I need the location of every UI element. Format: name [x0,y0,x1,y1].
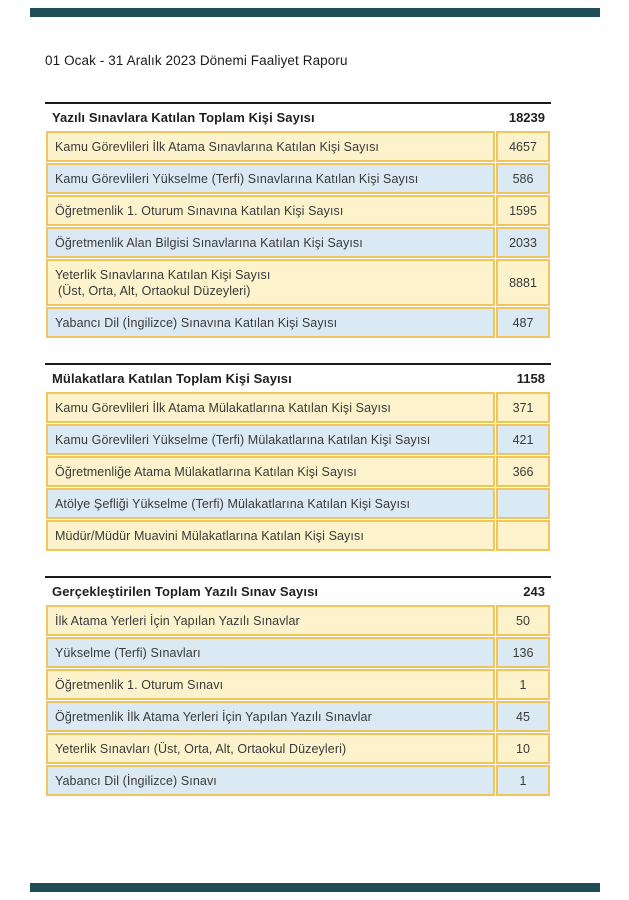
report-body [45,52,551,797]
row-value-cell: 10 [496,733,550,764]
row-value-cell: 1 [496,669,550,700]
table-row [46,131,550,162]
row-label-cell: Öğretmenlik Alan Bilgisi Sınavlarına Katılan Kişi Sayısı [46,227,495,258]
section-header-label: Mülakatlara Katılan Toplam Kişi Sayısı [52,371,292,386]
table-row [46,765,550,796]
section-header-row [45,363,551,391]
table-row [46,669,550,700]
section-header-value: 1158 [516,371,545,386]
row-label-cell: İlk Atama Yerleri İçin Yapılan Yazılı Sınavlar [46,605,495,636]
table-row [46,392,550,423]
table-row [46,701,550,732]
row-value-cell: 8881 [496,259,550,306]
section-header-label: Yazılı Sınavlara Katılan Toplam Kişi Sayısı [52,110,315,125]
report-section-3 [45,576,551,797]
row-label-line1: Yeterlik Sınavlarına Katılan Kişi Sayısı [55,268,271,282]
row-label-cell: Kamu Görevlileri Yükselme (Terfi) Mülakatlarına Katılan Kişi Sayısı [46,424,495,455]
table-row [46,195,550,226]
table-row [46,227,550,258]
row-value-cell: 1595 [496,195,550,226]
table-row [46,733,550,764]
row-value-cell: 371 [496,392,550,423]
section-header-row [45,576,551,604]
row-value-cell: 45 [496,701,550,732]
report-sections [45,102,551,797]
row-label-cell: Öğretmenlik 1. Oturum Sınavına Katılan Kişi Sayısı [46,195,495,226]
section-header-row [45,102,551,130]
table-row [46,456,550,487]
row-label-cell: Kamu Görevlileri İlk Atama Sınavlarına Katılan Kişi Sayısı [46,131,495,162]
row-label-cell: Yabancı Dil (İngilizce) Sınavı [46,765,495,796]
row-label-cell: Öğretmenlik İlk Atama Yerleri İçin Yapılan Yazılı Sınavlar [46,701,495,732]
row-label-cell: Öğretmenlik 1. Oturum Sınavı [46,669,495,700]
row-value-cell: 421 [496,424,550,455]
row-label-cell: Yabancı Dil (İngilizce) Sınavına Katılan Kişi Sayısı [46,307,495,338]
row-label-cell: Kamu Görevlileri İlk Atama Mülakatlarına Katılan Kişi Sayısı [46,392,495,423]
row-value-cell [496,520,550,551]
table-row [46,259,550,306]
row-label-cell: Atölye Şefliği Yükselme (Terfi) Mülakatlarına Katılan Kişi Sayısı [46,488,495,519]
row-label-cell: Kamu Görevlileri Yükselme (Terfi) Sınavlarına Katılan Kişi Sayısı [46,163,495,194]
header-band [30,8,600,17]
row-value-cell: 2033 [496,227,550,258]
row-label-cell: Müdür/Müdür Muavini Mülakatlarına Katılan Kişi Sayısı [46,520,495,551]
section-header-value: 18239 [508,110,545,125]
row-value-cell [496,488,550,519]
table-row [46,605,550,636]
row-label-cell: Yeterlik Sınavları (Üst, Orta, Alt, Ortaokul Düzeyleri) [46,733,495,764]
data-table [45,130,551,339]
table-row [46,424,550,455]
row-label-line2: (Üst, Orta, Alt, Ortaokul Düzeyleri) [58,284,251,298]
row-value-cell: 366 [496,456,550,487]
row-value-cell: 1 [496,765,550,796]
section-header-value: 243 [523,584,545,599]
report-title: 01 Ocak - 31 Aralık 2023 Dönemi Faaliyet Raporu [45,53,348,68]
row-value-cell: 136 [496,637,550,668]
section-header-label: Gerçekleştirilen Toplam Yazılı Sınav Sayısı [52,584,319,599]
table-row [46,163,550,194]
data-table [45,391,551,552]
row-label-cell [46,259,495,306]
row-label-cell: Öğretmenliğe Atama Mülakatlarına Katılan Kişi Sayısı [46,456,495,487]
row-value-cell: 586 [496,163,550,194]
table-row [46,520,550,551]
report-section-1 [45,102,551,339]
table-row [46,488,550,519]
table-row [46,307,550,338]
row-label-cell: Yükselme (Terfi) Sınavları [46,637,495,668]
row-value-cell: 50 [496,605,550,636]
data-table [45,604,551,797]
footer-band [30,883,600,892]
row-value-cell: 4657 [496,131,550,162]
row-value-cell: 487 [496,307,550,338]
report-section-2 [45,363,551,552]
table-row [46,637,550,668]
